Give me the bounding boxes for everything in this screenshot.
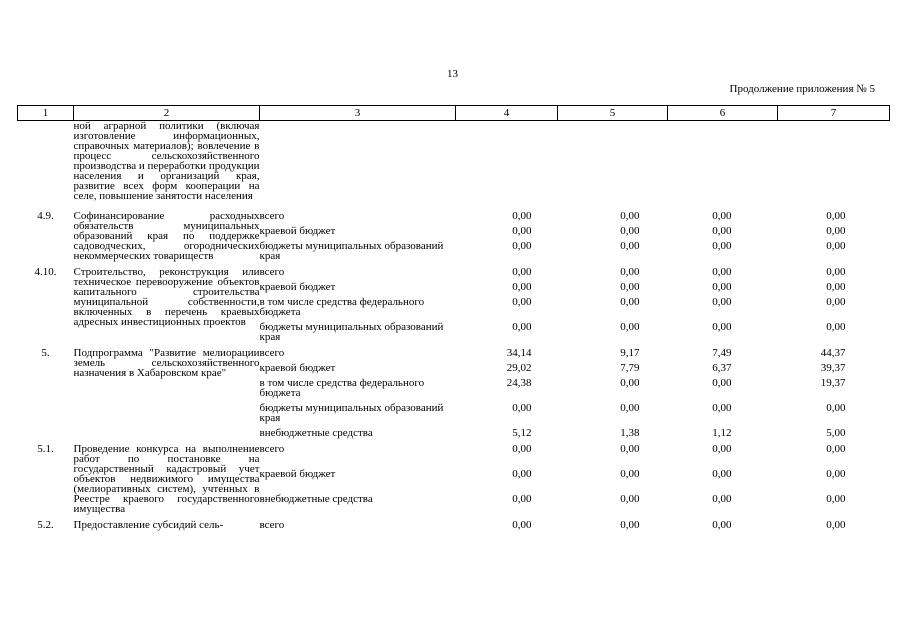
value-col-6: 0,00 [712,468,732,481]
value-col-4: 5,12 [512,427,532,439]
value-col-7: 0,00 [826,281,846,293]
value-col-6: 0,00 [712,443,732,455]
value-col-5: 0,00 [620,519,640,531]
header-col-4: 4 [456,106,558,121]
value-col-4: 0,00 [512,266,532,278]
value-col-5: 1,38 [620,427,640,439]
value-col-4: 0,00 [512,225,532,237]
header-col-6: 6 [668,106,778,121]
intro-row [18,121,890,206]
value-col-5: 0,00 [620,240,640,252]
value-col-7: 0,00 [826,210,846,222]
table-row [18,342,890,358]
value-col-5: 0,00 [620,493,640,506]
header-col-7: 7 [778,106,890,121]
value-col-7: 39,37 [820,362,846,374]
value-col-5: 0,00 [620,443,640,455]
value-col-5: 0,00 [620,225,640,237]
item-number: 5. [41,347,50,359]
page-number: 13 [447,68,458,80]
funding-source: краевой бюджет [259,468,336,481]
value-col-6: 7,49 [712,347,732,359]
value-col-7: 0,00 [826,443,846,455]
funding-source: в том числе средства федерального бюджета [259,377,425,399]
value-col-6: 1,12 [712,427,732,439]
intro-text: ной аграрной политики (включая изготовление информационных, справочных материалов); вовлечение в процесс сельскохозяйственного производства и переработки продукции населения и организаций края, развитие всех форм кооперации на селе, повышение занятости населения [73,120,260,202]
header-row [18,106,890,121]
item-name: Софинансирование расходных обязательств муниципальных образований края по поддержке садоводческих, огороднических некоммерческих товариществ [73,210,260,262]
value-col-5: 0,00 [620,281,640,293]
value-col-5: 0,00 [620,377,640,389]
funding-source: всего [259,519,285,531]
funding-source: бюджеты муниципальных образований края [259,321,444,343]
table-row [18,261,890,277]
value-col-4: 0,00 [512,402,532,414]
item-name: Строительство, реконструкция или техническое перевооружение объектов капитального строительства муниципальной собственности, включенных в перечень краевых адресных инвестиционных проектов [73,266,260,328]
value-col-6: 0,00 [712,493,732,506]
funding-source: внебюджетные средства [259,427,373,439]
value-col-4: 0,00 [512,210,532,222]
value-col-4: 0,00 [512,296,532,308]
value-col-4: 0,00 [512,281,532,293]
value-col-6: 0,00 [712,281,732,293]
value-col-4: 0,00 [512,519,532,531]
item-name: Проведение конкурса на выполнение работ по постановке на государственный кадастровый учет объектов недвижимого имущества (мелиоративных систем), учтенных в Реестре краевого государственного имущества [73,443,260,515]
value-col-5: 0,00 [620,296,640,308]
funding-source: всего [259,210,285,222]
table-row [18,514,890,530]
funding-source: краевой бюджет [259,281,336,293]
value-col-5: 0,00 [620,321,640,333]
header-col-1: 1 [18,106,74,121]
value-col-5: 0,00 [620,402,640,414]
value-col-6: 6,37 [712,362,732,374]
value-col-5: 0,00 [620,468,640,481]
value-col-7: 0,00 [826,493,846,506]
table-row [18,205,890,221]
item-number: 5.2. [37,519,54,531]
value-col-4: 0,00 [512,468,532,481]
value-col-7: 44,37 [820,347,846,359]
value-col-5: 7,79 [620,362,640,374]
funding-source: в том числе средства федерального бюджета [259,296,425,318]
value-col-5: 0,00 [620,266,640,278]
funding-source: бюджеты муниципальных образований края [259,240,444,262]
value-col-4: 0,00 [512,321,532,333]
value-col-7: 19,37 [820,377,846,389]
value-col-7: 0,00 [826,321,846,333]
header-col-3: 3 [260,106,456,121]
value-col-6: 0,00 [712,266,732,278]
value-col-6: 0,00 [712,402,732,414]
value-col-6: 0,00 [712,225,732,237]
continuation-note: Продолжение приложения № 5 [729,83,875,95]
item-name: Предоставление субсидий сель- [73,519,224,531]
funding-source: всего [259,347,285,359]
funding-source: бюджеты муниципальных образований края [259,402,444,424]
value-col-7: 0,00 [826,402,846,414]
funding-source: всего [259,443,285,455]
value-col-7: 0,00 [826,296,846,308]
item-name: Подпрограмма "Развитие мелиорации земель сельскохозяйственного назначения в Хабаровском крае" [73,347,260,379]
value-col-7: 0,00 [826,266,846,278]
header-col-2: 2 [74,106,260,121]
value-col-4: 34,14 [506,347,532,359]
funding-source: внебюджетные средства [259,493,373,506]
item-number: 4.9. [37,210,54,222]
header-col-5: 5 [558,106,668,121]
item-number: 4.10. [34,266,57,278]
funding-source: краевой бюджет [259,225,336,237]
value-col-4: 0,00 [512,240,532,252]
value-col-7: 0,00 [826,468,846,481]
value-col-7: 0,00 [826,519,846,531]
value-col-7: 0,00 [826,225,846,237]
value-col-7: 5,00 [826,427,846,439]
table-row [18,438,890,464]
value-col-4: 29,02 [506,362,532,374]
value-col-6: 0,00 [712,321,732,333]
value-col-7: 0,00 [826,240,846,252]
program-table [17,105,890,530]
value-col-5: 0,00 [620,210,640,222]
item-number: 5.1. [37,443,54,455]
funding-source: краевой бюджет [259,362,336,374]
value-col-5: 9,17 [620,347,640,359]
value-col-6: 0,00 [712,210,732,222]
value-col-4: 0,00 [512,443,532,455]
value-col-6: 0,00 [712,519,732,531]
value-col-4: 24,38 [506,377,532,389]
value-col-6: 0,00 [712,377,732,389]
value-col-6: 0,00 [712,296,732,308]
value-col-6: 0,00 [712,240,732,252]
value-col-4: 0,00 [512,493,532,506]
funding-source: всего [259,266,285,278]
